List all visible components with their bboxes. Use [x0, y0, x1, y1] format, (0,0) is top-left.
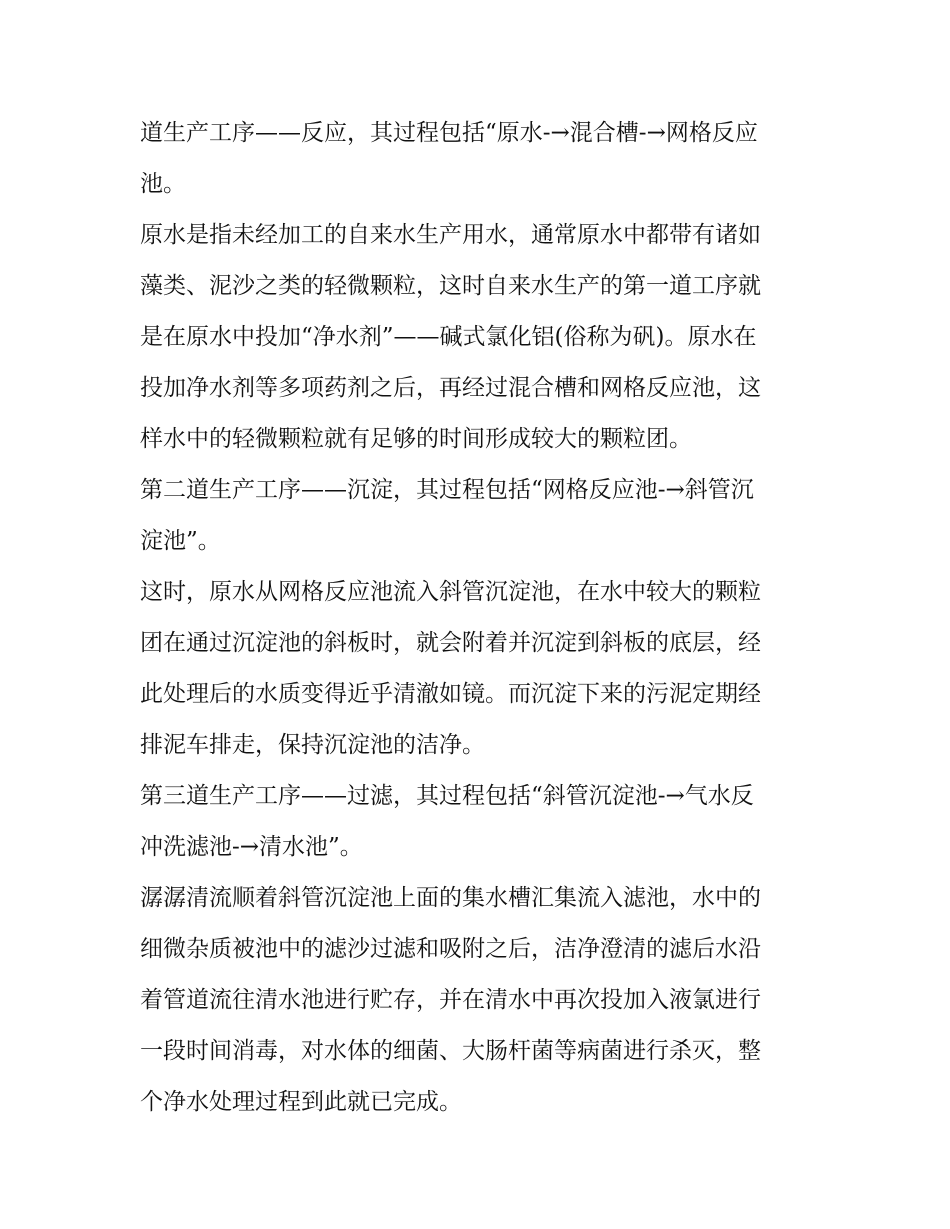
text-line: 第二道生产工序——沉淀，其过程包括“网格反应池-→斜管沉: [140, 477, 754, 503]
text-line: 细微杂质被池中的滤沙过滤和吸附之后，洁净澄清的滤后水沿: [140, 936, 761, 962]
text-line: 淀池”。: [140, 528, 221, 554]
text-line: 一段时间消毒，对水体的细菌、大肠杆菌等病菌进行杀灭，整: [140, 1038, 761, 1064]
text-line: 潺潺清流顺着斜管沉淀池上面的集水槽汇集流入滤池，水中的: [140, 885, 761, 911]
body-text: [140, 108, 815, 1128]
text-line: 个净水处理过程到此就已完成。: [140, 1089, 462, 1115]
text-line: 此处理后的水质变得近乎清澈如镜。而沉淀下来的污泥定期经: [140, 681, 761, 707]
text-line: 投加净水剂等多项药剂之后，再经过混合槽和网格反应池，这: [140, 375, 761, 401]
text-line: 道生产工序——反应，其过程包括“原水-→混合槽-→网格反应: [140, 120, 758, 146]
text-line: 藻类、泥沙之类的轻微颗粒，这时自来水生产的第一道工序就: [140, 273, 761, 299]
text-line: 团在通过沉淀池的斜板时，就会附着并沉淀到斜板的底层，经: [140, 630, 761, 656]
text-line: 这时，原水从网格反应池流入斜管沉淀池，在水中较大的颗粒: [140, 579, 761, 605]
text-line: 第三道生产工序——过滤，其过程包括“斜管沉淀池-→气水反: [140, 783, 754, 809]
text-line: 冲洗滤池-→清水池”。: [140, 834, 363, 860]
text-line: 样水中的轻微颗粒就有足够的时间形成较大的颗粒团。: [140, 426, 692, 452]
text-line: 着管道流往清水池进行贮存，并在清水中再次投加入液氯进行: [140, 987, 761, 1013]
text-line: 排泥车排走，保持沉淀池的洁净。: [140, 732, 485, 758]
text-line: 是在原水中投加“净水剂”——碱式氯化铝(俗称为矾)。原水在: [140, 324, 757, 350]
text-line: 原水是指未经加工的自来水生产用水，通常原水中都带有诸如: [140, 222, 761, 248]
text-line: 池。: [140, 171, 186, 197]
